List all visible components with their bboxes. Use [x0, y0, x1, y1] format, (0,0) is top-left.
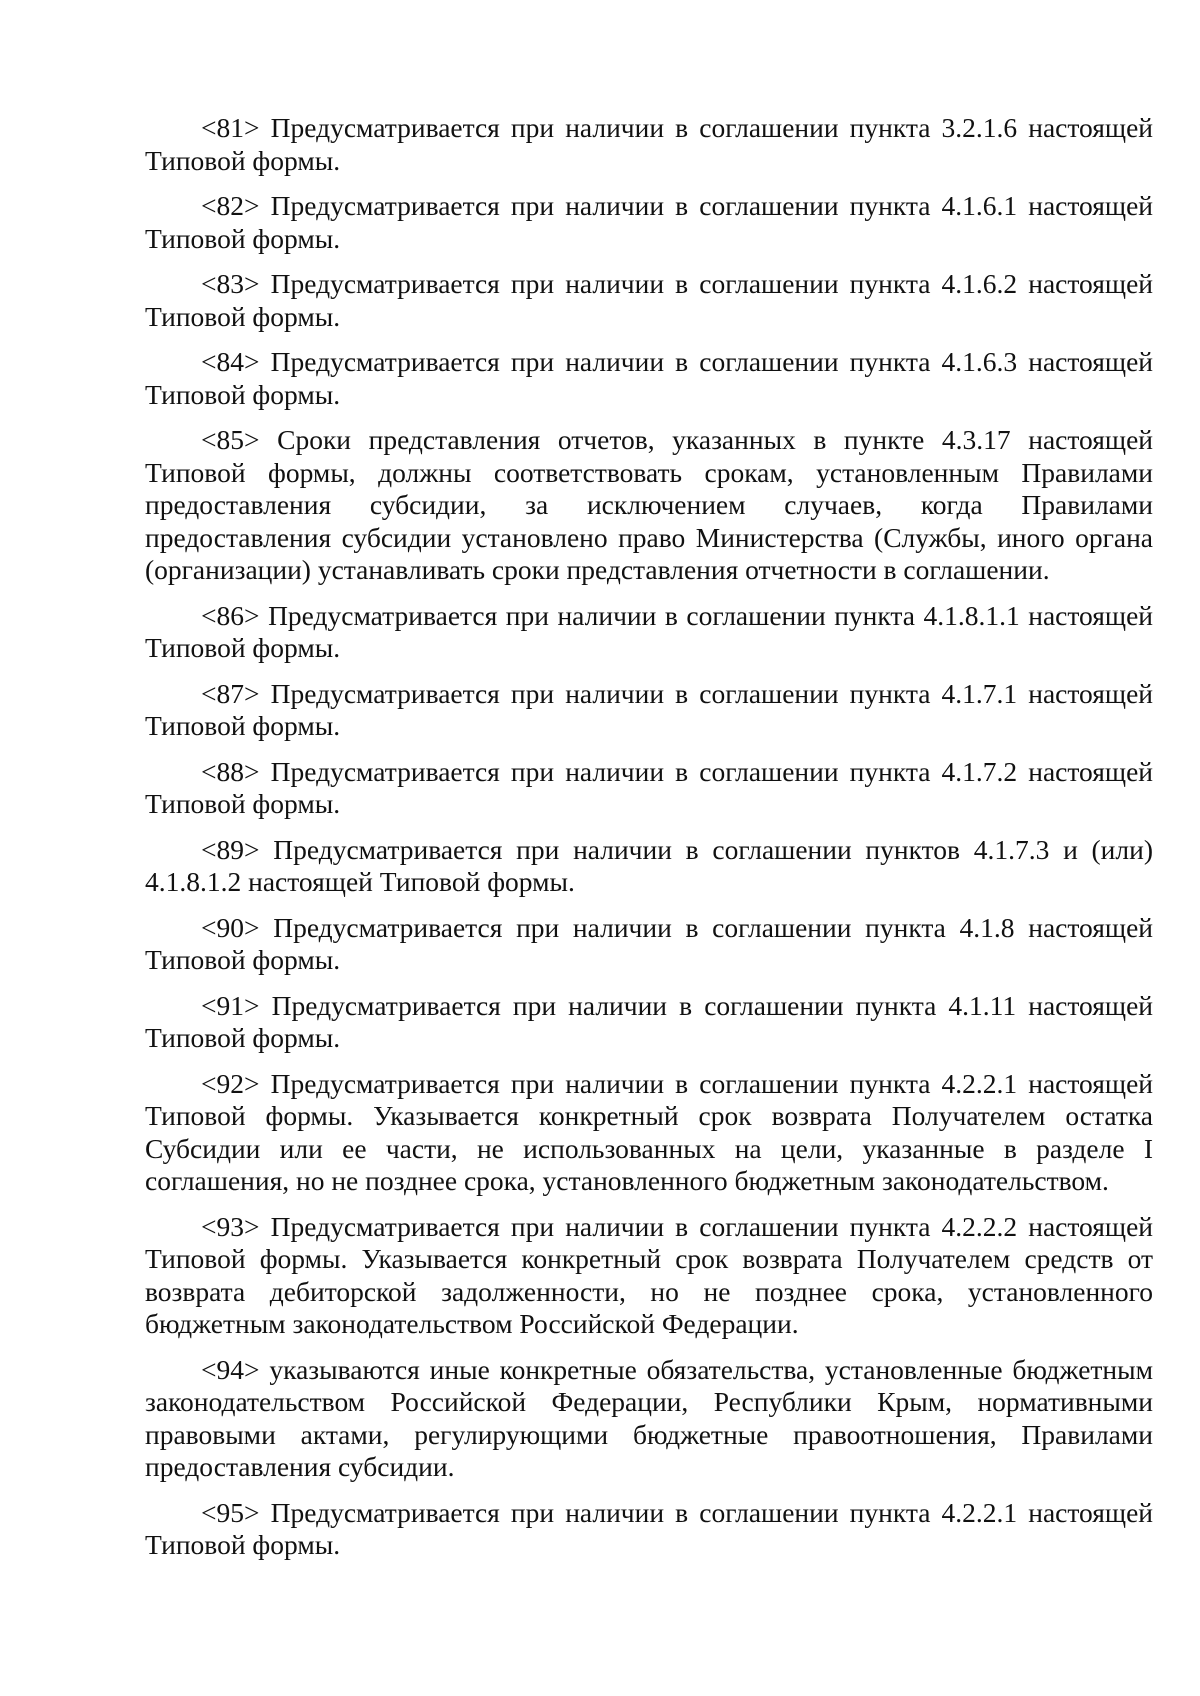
- footnote-85: [145, 424, 1153, 587]
- footnote-text: Предусматривается при наличии в соглашении пункта 4.1.7.1 настоящей Типовой формы.: [145, 677, 1153, 741]
- footnote-95: [145, 1497, 1153, 1562]
- footnote-marker: <89>: [201, 833, 260, 865]
- footnote-marker: <93>: [201, 1210, 260, 1242]
- footnote-text: Предусматривается при наличии в соглашении пункта 4.1.6.1 настоящей Типовой формы.: [145, 190, 1153, 254]
- footnote-marker: <82>: [201, 190, 260, 221]
- footnote-text: Предусматривается при наличии в соглашении пункта 4.1.7.2 настоящей Типовой формы.: [145, 755, 1153, 819]
- footnote-81: [145, 112, 1153, 177]
- footnote-marker: <85>: [201, 424, 260, 455]
- footnote-marker: <95>: [201, 1496, 260, 1528]
- footnote-text: указываются иные конкретные обязательства, установленные бюджетным законодательством Российской Федерации, Республики Крым, нормативными правовыми актами, регулирующими бюджетные правоотношения, Правилами предоставления субсидии.: [145, 1353, 1154, 1482]
- footnote-87: [145, 678, 1153, 743]
- footnote-text: Предусматривается при наличии в соглашении пункта 4.1.11 настоящей Типовой формы.: [145, 989, 1153, 1053]
- footnote-text: Предусматривается при наличии в соглашении пункта 4.1.8.1.1 настоящей Типовой формы.: [145, 599, 1153, 663]
- footnote-82: [145, 190, 1153, 255]
- footnote-text: Предусматривается при наличии в соглашении пункта 3.2.1.6 настоящей Типовой формы.: [145, 112, 1153, 176]
- footnote-83: [145, 268, 1153, 333]
- footnote-text: Предусматривается при наличии в соглашении пункта 4.2.2.1 настоящей Типовой формы. Указывается конкретный срок возврата Получателем остатка Субсидии или ее части, не использованных на цели, указанные в разделе I соглашения, но не позднее срока, установленного бюджетным законодательством.: [145, 1067, 1153, 1196]
- footnote-89: [145, 834, 1153, 899]
- footnote-text: Предусматривается при наличии в соглашении пункта 4.1.6.3 настоящей Типовой формы.: [145, 346, 1153, 410]
- footnote-91: [145, 990, 1153, 1055]
- footnote-92: [145, 1068, 1153, 1198]
- footnote-marker: <94>: [201, 1353, 260, 1385]
- footnote-text: Предусматривается при наличии в соглашении пункта 4.1.8 настоящей Типовой формы.: [145, 911, 1153, 975]
- footnote-86: [145, 600, 1153, 665]
- footnotes-section: [145, 112, 1153, 1575]
- footnote-marker: <87>: [201, 677, 260, 709]
- footnote-marker: <91>: [201, 989, 260, 1021]
- footnote-text: Предусматривается при наличии в соглашении пункта 4.2.2.1 настоящей Типовой формы.: [145, 1496, 1153, 1560]
- footnote-marker: <83>: [201, 268, 260, 299]
- footnote-88: [145, 756, 1153, 821]
- footnote-marker: <84>: [201, 346, 260, 377]
- footnote-text: Предусматривается при наличии в соглашении пунктов 4.1.7.3 и (или) 4.1.8.1.2 настоящей Типовой формы.: [145, 833, 1153, 897]
- footnote-93: [145, 1211, 1153, 1341]
- footnote-text: Предусматривается при наличии в соглашении пункта 4.2.2.2 настоящей Типовой формы. Указывается конкретный срок возврата Получателем средств от возврата дебиторской задолженности, но не позднее срока, установленного бюджетным законодательством Российской Федерации.: [145, 1210, 1153, 1339]
- footnote-marker: <92>: [201, 1067, 260, 1099]
- footnote-text: Сроки представления отчетов, указанных в пункте 4.3.17 настоящей Типовой формы, должны соответствовать срокам, установленным Правилами предоставления субсидии, за исключением случаев, когда Правилами предоставления субсидии установлено право Министерства (Службы, иного органа (организации) устанавливать сроки представления отчетности в соглашении.: [145, 424, 1153, 585]
- footnote-marker: <86>: [201, 599, 260, 631]
- footnote-94: [145, 1354, 1153, 1484]
- footnote-84: [145, 346, 1153, 411]
- footnote-marker: <81>: [201, 112, 260, 143]
- footnote-90: [145, 912, 1153, 977]
- footnote-marker: <88>: [201, 755, 260, 787]
- footnote-text: Предусматривается при наличии в соглашении пункта 4.1.6.2 настоящей Типовой формы.: [145, 268, 1153, 332]
- footnote-marker: <90>: [201, 911, 260, 943]
